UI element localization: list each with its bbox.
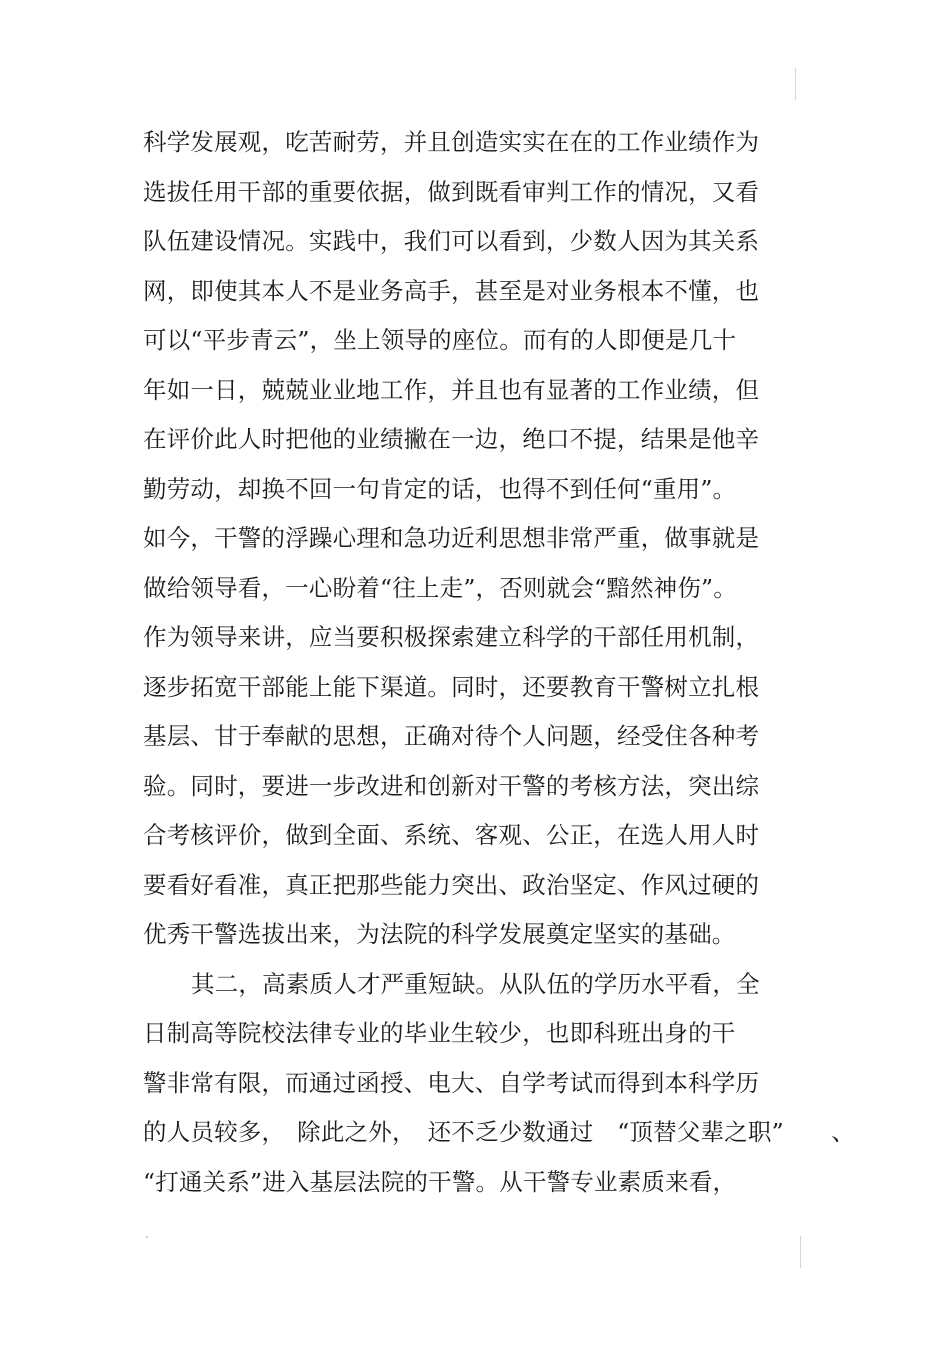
text-line: 日制高等院校法律专业的毕业生较少，也即科班出身的干 xyxy=(143,1019,736,1047)
text-line: 可以“平步青云”，坐上领导的座位。而有的人即便是几十 xyxy=(143,326,737,354)
text-line: 如今，干警的浮躁心理和急功近利思想非常严重，做事就是 xyxy=(143,524,760,552)
text-line: 要看好看准，真正把那些能力突出、政治坚定、作风过硬的 xyxy=(143,870,760,899)
text-line: 警非常有限，而通过函授、电大、自学考试而得到本科学历 xyxy=(143,1068,760,1097)
page-corner-dot xyxy=(146,1236,148,1238)
text-line: 年如一日，兢兢业业地工作，并且也有显著的工作业绩，但 xyxy=(143,375,760,404)
text-line: 逐步拓宽干部能上能下渠道。同时，还要教育干警树立扎根 xyxy=(143,672,760,701)
text-line: 验。同时，要进一步改进和创新对干警的考核方法，突出综 xyxy=(143,771,760,800)
text-line: 作为领导来讲，应当要积极探索建立科学的干部任用机制， xyxy=(143,623,760,651)
text-line: 勤劳动，却换不回一句肯定的话，也得不到任何“重用”。 xyxy=(143,474,737,503)
text-line: 网，即使其本人不是业务高手，甚至是对业务根本不懂，也 xyxy=(143,276,760,305)
text-line: 选拔任用干部的重要依据，做到既看审判工作的情况，又看 xyxy=(143,177,760,206)
text-line: 做给领导看，一心盼着“往上走”，否则就会“黯然神伤”。 xyxy=(143,573,737,602)
page-corner-mark-bottom xyxy=(800,1236,801,1268)
paragraph-start-line: 其二，高素质人才严重短缺。从队伍的学历水平看，全 xyxy=(191,969,760,998)
text-line: 的人员较多， 除此之外， 还不乏少数通过 “顶替父辈之职” 、 xyxy=(143,1118,855,1146)
text-line: “打通关系”进入基层法院的干警。从干警专业素质来看， xyxy=(143,1167,737,1196)
text-line: 在评价此人时把他的业绩撇在一边，绝口不提，结果是他辛 xyxy=(143,425,760,453)
text-line: 合考核评价，做到全面、系统、客观、公正，在选人用人时 xyxy=(143,821,760,849)
text-line: 队伍建设情况。实践中，我们可以看到，少数人因为其关系 xyxy=(143,227,760,255)
text-line: 基层、甘于奉献的思想，正确对待个人问题，经受住各种考 xyxy=(143,722,760,750)
page-corner-mark-top xyxy=(795,68,796,100)
text-line: 优秀干警选拔出来，为法院的科学发展奠定坚实的基础。 xyxy=(143,920,736,948)
text-line: 科学发展观，吃苦耐劳，并且创造实实在在的工作业绩作为 xyxy=(143,128,760,156)
body-text xyxy=(143,118,855,1207)
